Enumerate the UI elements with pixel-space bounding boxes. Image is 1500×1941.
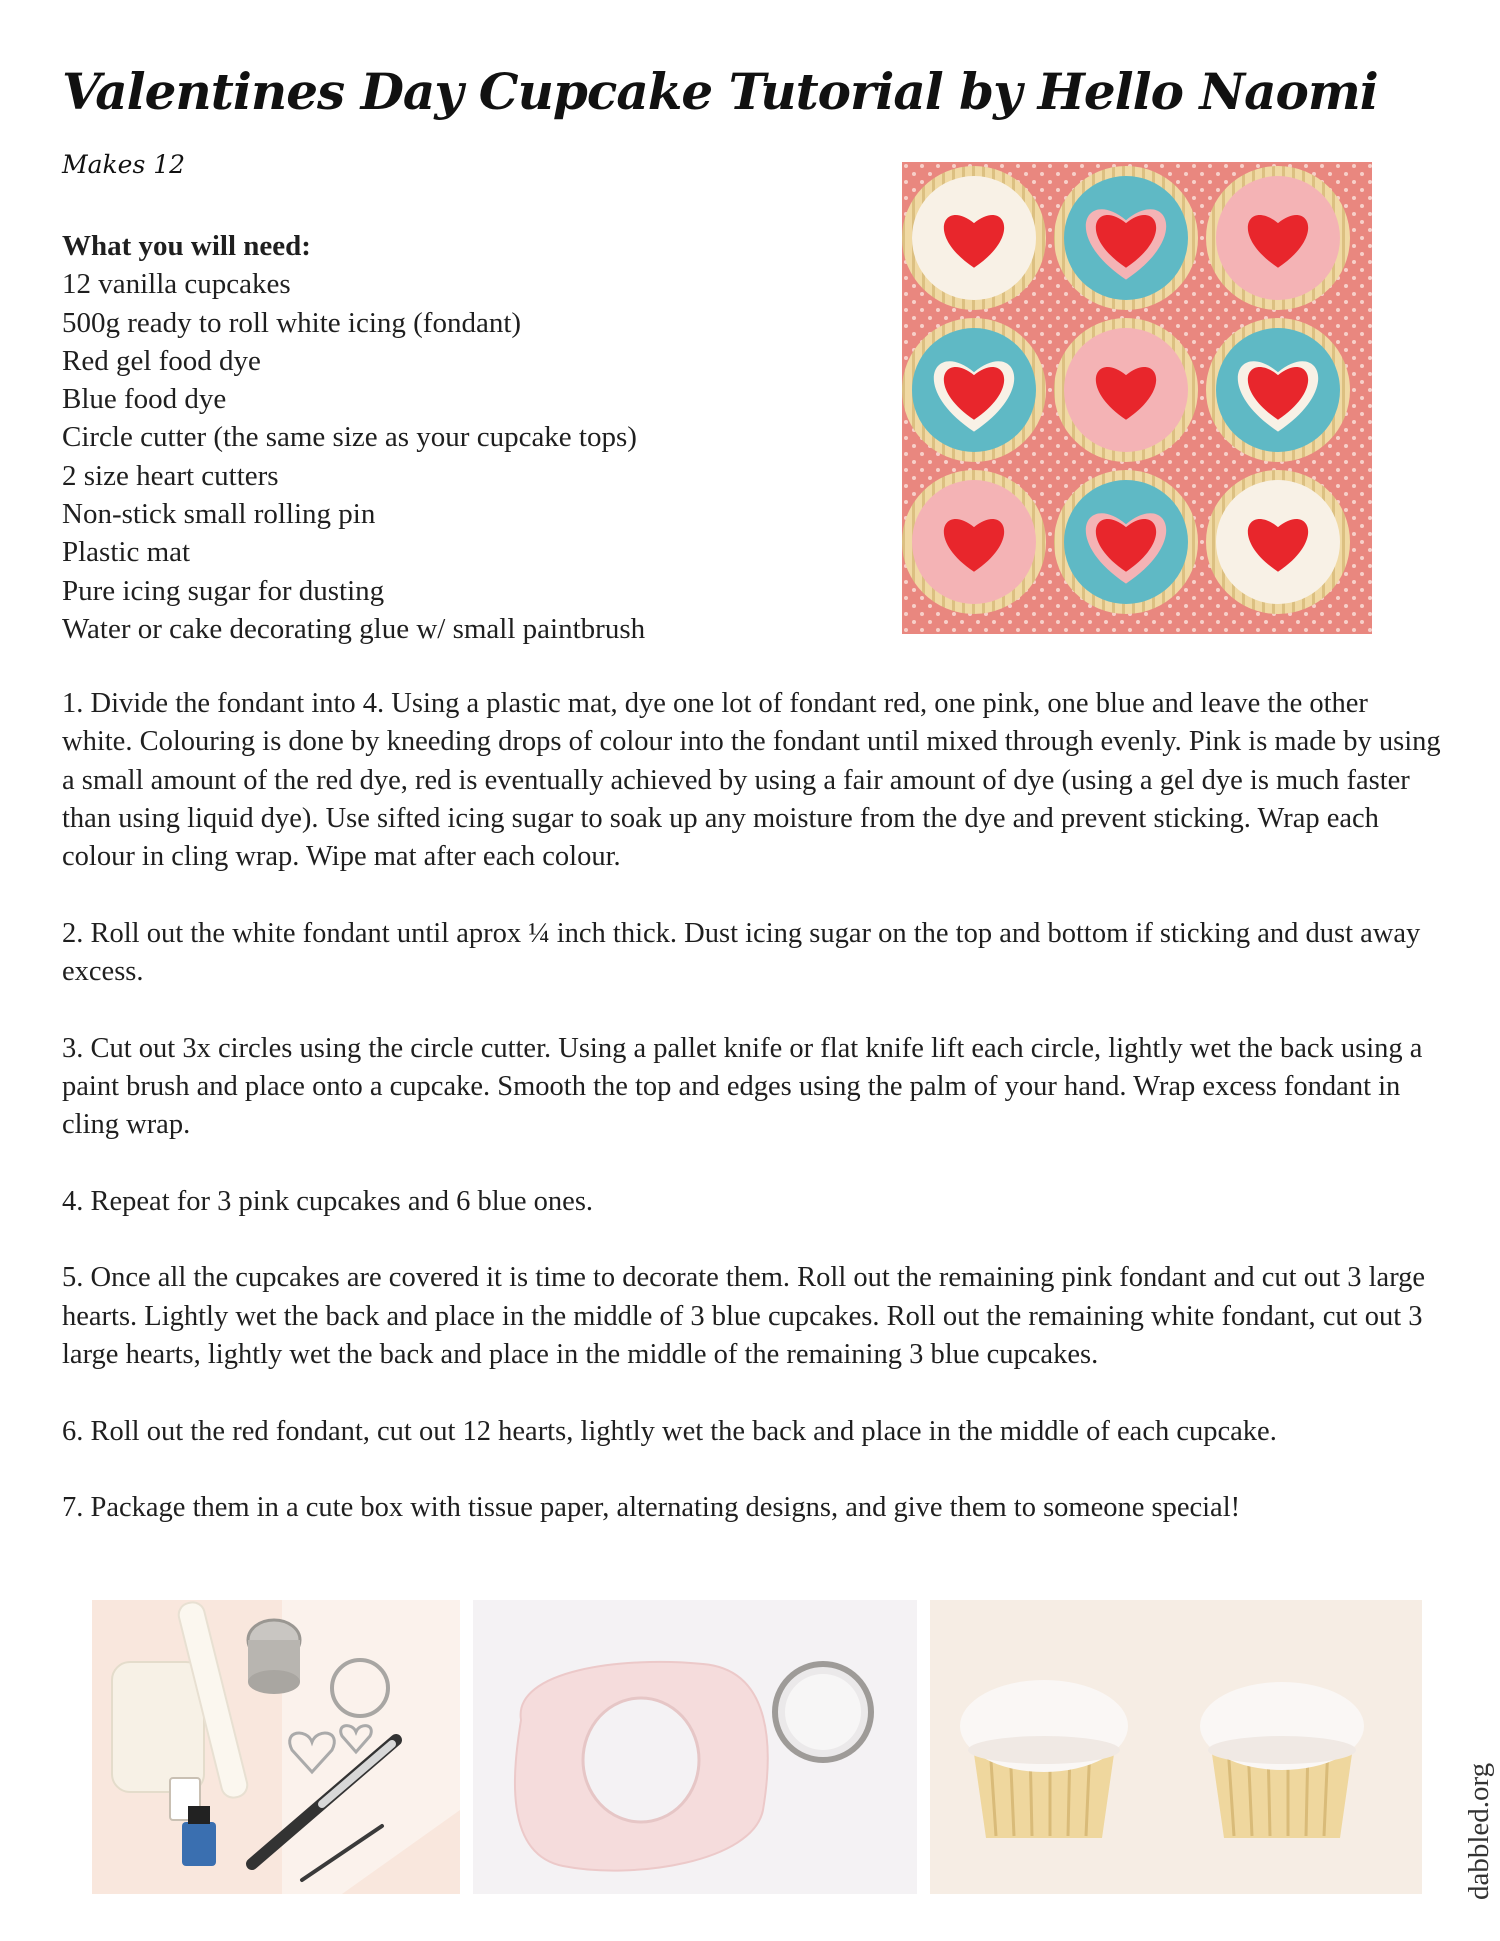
- site-credit: dabbled.org: [1463, 1762, 1495, 1900]
- step-3: 3. Cut out 3x circles using the circle cutter. Using a pallet knife or flat knife lift each circle, lightly wet the back using a paint brush and place onto a cupcake. Smooth the top and edges using the palm of your hand. Wrap excess fondant in cling wrap.: [62, 1032, 1423, 1141]
- ingredient-item: 2 size heart cutters: [62, 459, 279, 492]
- ingredient-item: Water or cake decorating glue w/ small paintbrush: [62, 612, 646, 645]
- ingredients-heading: What you will need:: [62, 230, 311, 262]
- cupcakes-photo: [902, 162, 1372, 634]
- supplies-photo: [92, 1600, 460, 1894]
- ingredient-item: Pure icing sugar for dusting: [62, 574, 385, 607]
- ingredient-item: Plastic mat: [62, 536, 191, 569]
- ingredient-item: Blue food dye: [62, 383, 227, 416]
- ingredient-item: Non-stick small rolling pin: [62, 498, 376, 531]
- ingredient-item: Red gel food dye: [62, 344, 261, 377]
- yield-subtitle: Makes 12: [62, 150, 186, 179]
- ingredient-item: 12 vanilla cupcakes: [62, 268, 291, 301]
- step-5: 5. Once all the cupcakes are covered it is time to decorate them. Roll out the remaining pink fondant and cut out 3 large hearts. Lightly wet the back and place in the middle of 3 blue cupcakes. Roll out the remaining white fondant, cut out 3 large hearts, lightly wet the back and place in the middle of the remaining 3 blue cupcakes.: [62, 1262, 1426, 1371]
- instructions: [62, 685, 1442, 1566]
- step-4: 4. Repeat for 3 pink cupcakes and 6 blue ones.: [62, 1185, 594, 1217]
- step-1: 1. Divide the fondant into 4. Using a plastic mat, dye one lot of fondant red, one pink, one blue and leave the other white. Colouring is done by kneeding drops of colour into the fondant until mixed through evenly. Pink is made by using a small amount of the red dye, red is eventually achieved by using a fair amount of dye (using a gel dye is much faster than using liquid dye). Use sifted icing sugar to soak up any moisture from the dye and prevent sticking. Wrap each colour in cling wrap. Wipe mat after each colour.: [62, 688, 1441, 873]
- ingredient-item: Circle cutter (the same size as your cupcake tops): [62, 421, 637, 454]
- step-2: 2. Roll out the white fondant until aprox ¼ inch thick. Dust icing sugar on the top and bottom if sticking and dust away excess.: [62, 917, 1421, 988]
- ingredients-list: [62, 265, 882, 648]
- page-title: Valentines Day Cupcake Tutorial by Hello Naomi: [62, 62, 1378, 121]
- step-6: 6. Roll out the red fondant, cut out 12 hearts, lightly wet the back and place in the middle of each cupcake.: [62, 1415, 1277, 1447]
- ingredient-item: 500g ready to roll white icing (fondant): [62, 306, 522, 339]
- fondant-cutting-photo: [473, 1600, 917, 1894]
- step-7: 7. Package them in a cute box with tissue paper, alternating designs, and give them to someone special!: [62, 1492, 1241, 1524]
- covered-cupcakes-photo: [930, 1600, 1422, 1894]
- ingredients-section: [62, 227, 882, 648]
